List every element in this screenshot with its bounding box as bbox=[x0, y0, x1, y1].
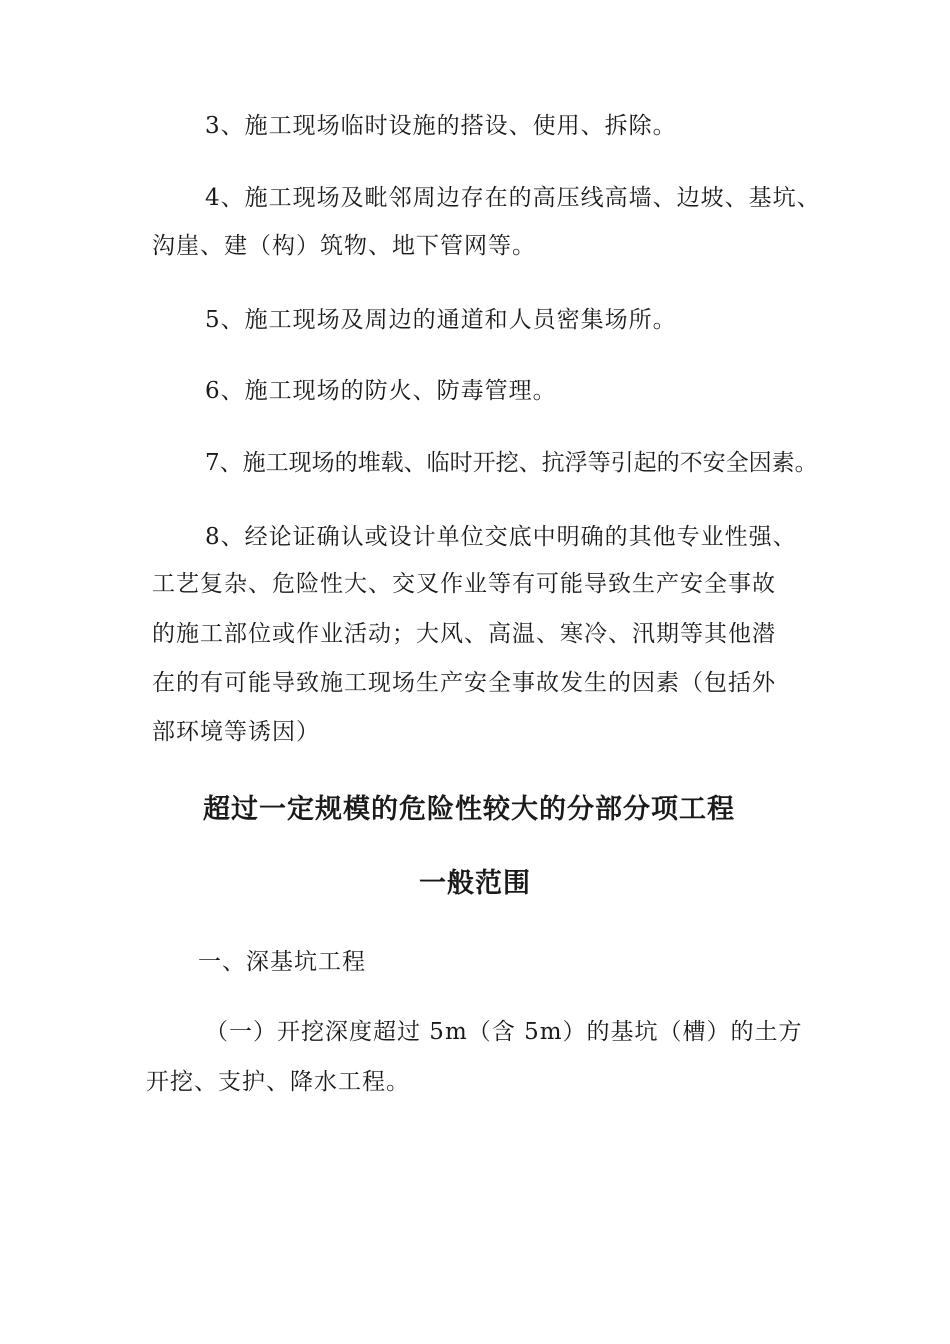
section-1-sub-1-line-1: （一）开挖深度超过 5m（含 5m）的基坑（槽）的土方 bbox=[205, 1019, 803, 1045]
heading-line-1: 超过一定规模的危险性较大的分部分项工程 bbox=[203, 794, 735, 825]
section-1-title: 一、深基坑工程 bbox=[198, 949, 366, 975]
item-3-line-1: 3、施工现场临时设施的搭设、使用、拆除。 bbox=[205, 113, 677, 139]
item-7-line-1: 7、施工现场的堆载、临时开挖、抗浮等引起的不安全因素。 bbox=[205, 450, 818, 476]
item-8-line-5: 部环境等诱因） bbox=[152, 719, 320, 745]
item-8-line-3: 的施工部位或作业活动；大风、高温、寒冷、汛期等其他潜 bbox=[152, 621, 776, 647]
item-4-line-1: 4、施工现场及毗邻周边存在的高压线高墙、边坡、基坑、 bbox=[205, 185, 821, 211]
item-5-line-1: 5、施工现场及周边的通道和人员密集场所。 bbox=[205, 307, 677, 333]
item-4-line-2: 沟崖、建（构）筑物、地下管网等。 bbox=[152, 233, 536, 259]
item-6-line-1: 6、施工现场的防火、防毒管理。 bbox=[205, 378, 557, 404]
item-8-line-1: 8、经论证确认或设计单位交底中明确的其他专业性强、 bbox=[205, 524, 797, 550]
item-8-line-4: 在的有可能导致施工现场生产安全事故发生的因素（包括外 bbox=[152, 670, 776, 696]
heading-line-2: 一般范围 bbox=[419, 868, 531, 899]
item-8-line-2: 工艺复杂、危险性大、交叉作业等有可能导致生产安全事故 bbox=[152, 571, 776, 597]
section-1-sub-1-line-2: 开挖、支护、降水工程。 bbox=[146, 1069, 410, 1095]
